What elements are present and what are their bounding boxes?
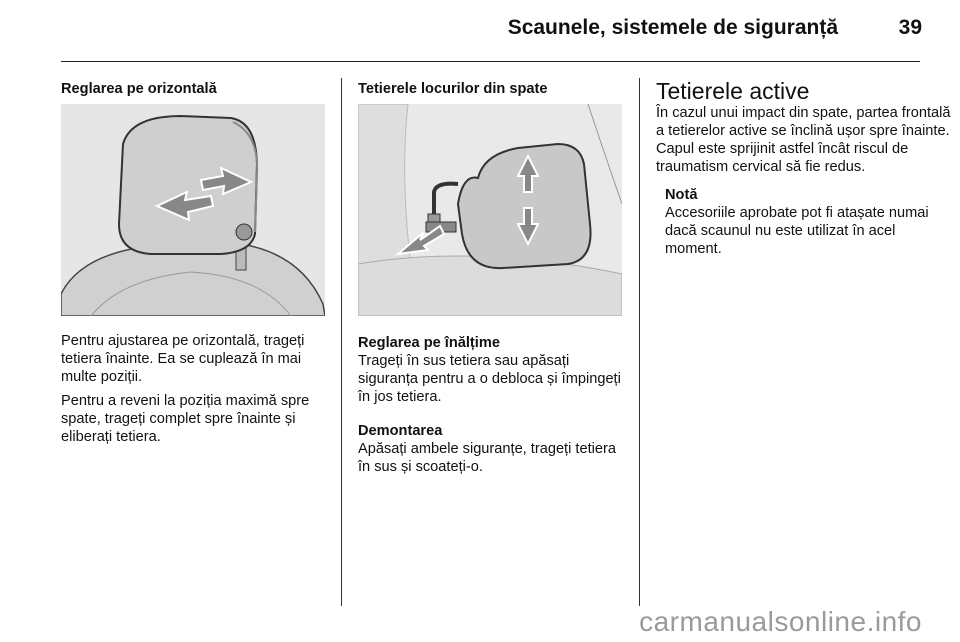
section-heading-active: Tetierele active xyxy=(656,78,810,104)
column-divider-2 xyxy=(639,78,640,606)
note-title: Notă xyxy=(665,187,698,203)
section-heading-rear: Tetierele locurilor din spate xyxy=(358,81,548,97)
subheading-height: Reglarea pe înălțime xyxy=(358,335,500,351)
header-divider xyxy=(61,61,920,62)
page-title: Scaunele, sistemele de siguranță xyxy=(507,16,838,39)
headrest-horizontal-illustration xyxy=(61,104,325,316)
rear-headrest-illustration xyxy=(358,104,622,316)
paragraph-removal: Apăsați ambele siguranțe, trageți tetiera în sus și scoateți-o. xyxy=(358,441,616,475)
left-column xyxy=(61,80,329,446)
watermark-text: carmanualsonline.info xyxy=(639,606,922,637)
paragraph-horizontal-1: Pentru ajustarea pe orizontală, trageți tetiera înainte. Ea se cuplează în mai multe poziții. xyxy=(61,333,305,385)
note-block xyxy=(665,186,956,258)
section-heading-horizontal: Reglarea pe orizontală xyxy=(61,81,217,97)
paragraph-active: În cazul unui impact din spate, partea frontală a tetierelor active se înclină ușor spre înainte. Capul este sprijinit astfel încât riscul de traumatism cervical să fie redus. xyxy=(656,105,951,175)
subheading-removal: Demontarea xyxy=(358,423,443,439)
note-text: Accesoriile aprobate pot fi atașate numai dacă scaunul nu este utilizat în acel moment. xyxy=(665,205,929,257)
right-column xyxy=(656,78,956,258)
paragraph-height: Trageți în sus tetiera sau apăsați siguranța pentru a o debloca și împingeți în jos tetiera. xyxy=(358,353,621,405)
paragraph-horizontal-2: Pentru a reveni la poziția maximă spre spate, trageți complet spre înainte și eliberați tetiera. xyxy=(61,393,310,445)
column-divider-1 xyxy=(341,78,342,606)
middle-column xyxy=(358,80,626,476)
page-number: 39 xyxy=(898,16,922,39)
